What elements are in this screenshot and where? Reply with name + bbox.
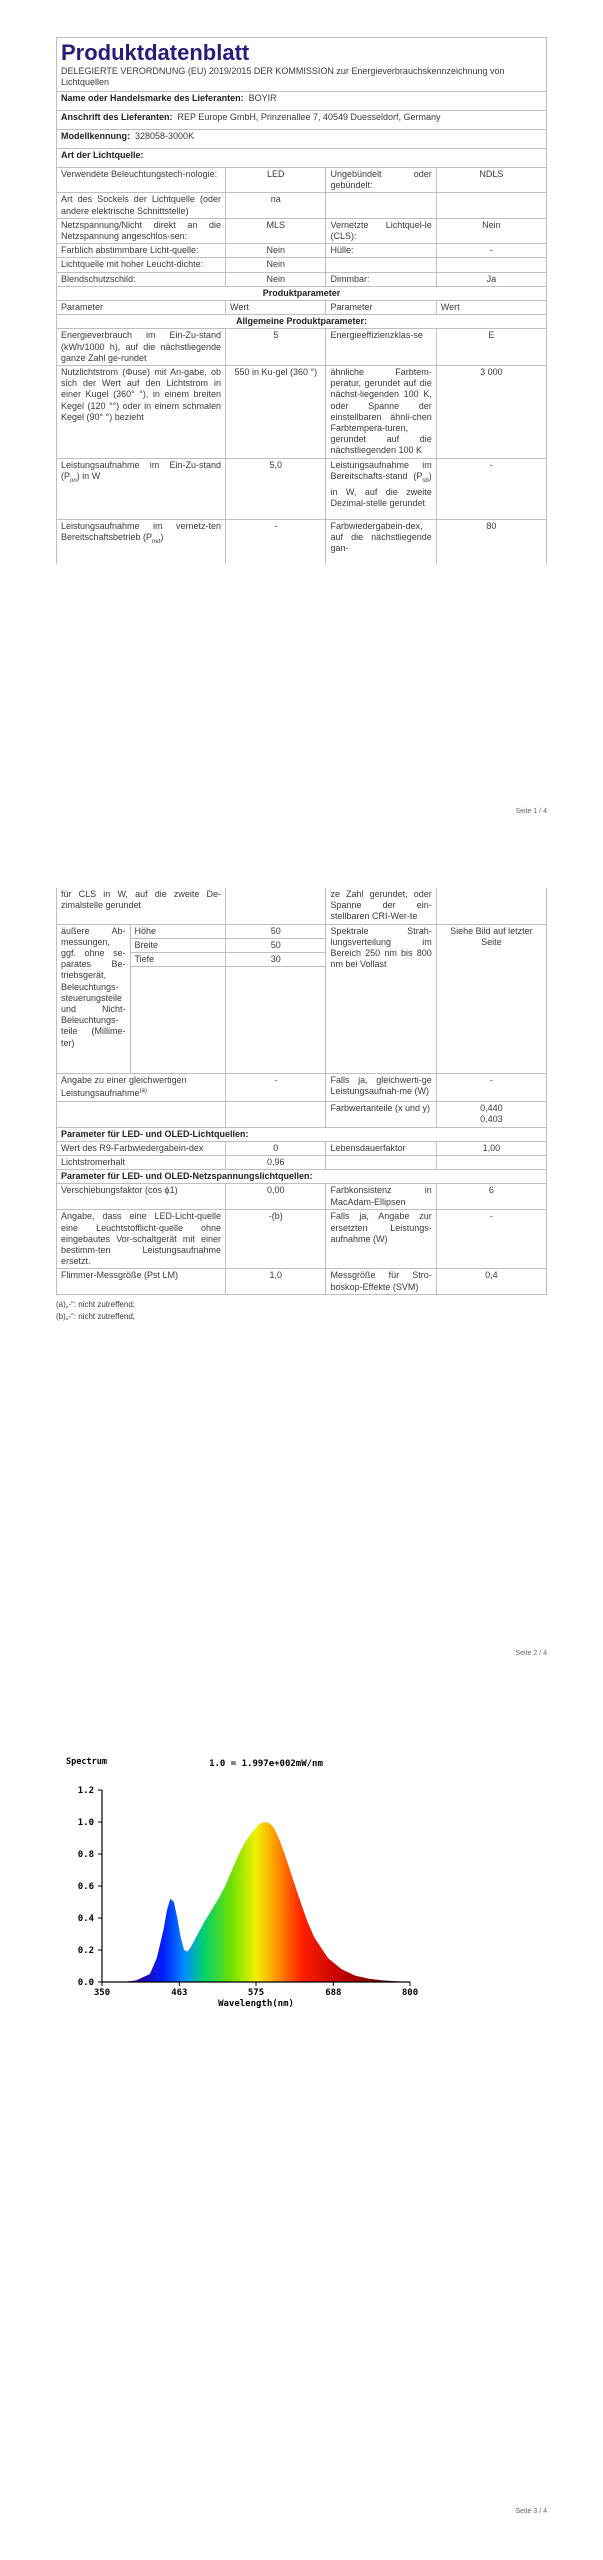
row-label: Energieverbrauch im Ein-Zu-stand (kWh/1000 h), auf die nächstliegende ganze Zahl ge-rundet <box>57 329 226 366</box>
table-row <box>57 1269 547 1294</box>
row-value: 0,96 <box>226 1156 326 1170</box>
dim-name: Breite <box>130 938 226 952</box>
row-label: Farbkonsistenz in MacAdam-Ellipsen <box>326 1184 436 1210</box>
column-header-parameter: Parameter <box>326 301 436 315</box>
row-value: Nein <box>226 272 326 286</box>
led-parameters-header: Parameter für LED- und OLED-Lichtquellen: <box>57 1127 547 1141</box>
row-label: Farblich abstimmbare Licht-quelle: <box>57 244 226 258</box>
table-row <box>57 1184 547 1210</box>
row-label: Falls ja, Angabe zur ersetzten Leistungs-aufnahme (W) <box>326 1210 436 1269</box>
y-tick-label: 0.8 <box>77 1850 94 1860</box>
row-value: E <box>436 329 546 366</box>
row-value <box>436 193 546 218</box>
row-value: 0 <box>226 1141 326 1155</box>
row-label: Falls ja, gleichwerti-ge Leistungsaufnah-me (W) <box>326 1074 436 1101</box>
row-value: 80 <box>436 519 546 564</box>
row-value: 6 <box>436 1184 546 1210</box>
row-value: - <box>436 1074 546 1101</box>
row-label: Wert des R9-Farbwiedergabein-dex <box>57 1141 226 1155</box>
y-tick-label: 0.2 <box>77 1946 94 1956</box>
row-value: 1,00 <box>436 1141 546 1155</box>
footnote-b: (b)„-“: nicht zutreffend; <box>56 1311 135 1321</box>
page-2 <box>0 880 603 1685</box>
row-label: Vernetzte Lichtquel-le (CLS): <box>326 218 436 243</box>
x-tick-label: 350 <box>93 1988 111 1998</box>
row-label: Lichtquelle mit hoher Leucht-dichte: <box>57 258 226 272</box>
page-number: Seite 2 / 4 <box>515 1650 547 1657</box>
table-row <box>57 888 547 924</box>
row-label: Netzspannung/Nicht direkt an die Netzspannung angeschlos-sen: <box>57 218 226 243</box>
table-row <box>57 329 547 366</box>
y-tick-label: 1.2 <box>77 1786 94 1796</box>
row-value: -(b) <box>226 1210 326 1269</box>
column-header-parameter: Parameter <box>57 301 226 315</box>
general-parameters-header: Allgemeine Produktparameter: <box>57 315 547 329</box>
column-header-value: Wert <box>226 301 326 315</box>
supplier-label: Name oder Handelsmarke des Lieferanten: <box>61 93 244 103</box>
row-label: Ungebündelt oder gebündelt: <box>326 168 436 193</box>
table-row <box>57 244 547 258</box>
table-row <box>57 1101 547 1127</box>
continuation-table <box>56 888 547 925</box>
table-row <box>57 458 547 519</box>
row-label: Farbwiedergabein-dex, auf die nächstliegende gan- <box>326 519 436 564</box>
spectrum-chart <box>58 1752 448 2017</box>
model-value: 328058-3000K <box>135 131 195 141</box>
table-row <box>57 272 547 286</box>
row-value: - <box>436 244 546 258</box>
dimensions-label: äußere Ab-messungen, ggf. ohne se-parates Be-triebsgerät, Beleuchtungs-steuerungsteile und Nicht-Beleuchtungs-teile (Millime-ter) <box>57 924 131 1074</box>
row-label: Lebensdauerfaktor <box>326 1141 436 1155</box>
address-value: REP Europe GmbH, Prinzenallee 7, 40549 Duesseldorf, Germany <box>177 112 441 122</box>
mains-parameters-header: Parameter für LED- und OLED-Netzspannungslichtquellen: <box>57 1170 547 1184</box>
row-label: Leistungsaufnahme im Ein-Zu-stand $(P_{on})$ in W <box>57 458 226 519</box>
table-row <box>57 258 547 272</box>
row-value: 0,4 <box>436 1269 546 1294</box>
row-value: - <box>436 1210 546 1269</box>
row-value: NDLS <box>436 168 546 193</box>
page-number: Seite 1 / 4 <box>515 808 547 815</box>
footnotes <box>56 1299 547 1323</box>
datasheet-page-2 <box>56 888 547 1323</box>
row-label: Art des Sockels der Lichtquelle (oder andere elektrische Schnittstelle) <box>57 193 226 218</box>
row-value: Ja <box>436 272 546 286</box>
y-tick-label: 1.0 <box>77 1818 94 1828</box>
row-label: Angabe zu einer gleichwertigen Leistungsaufnahme$^{(a)}$ <box>57 1074 226 1101</box>
page-1 <box>0 0 603 815</box>
table-row <box>57 519 547 564</box>
address-label: Anschrift des Lieferanten: <box>61 112 173 122</box>
table-row <box>57 1074 547 1101</box>
row-value: - <box>226 1074 326 1101</box>
dim-name: Höhe <box>130 924 226 938</box>
dimensions-table <box>56 924 547 1075</box>
dim-value: 50 <box>226 924 326 938</box>
product-parameters-header: Produktparameter <box>57 286 547 300</box>
supplier-value: BOYIR <box>248 93 277 103</box>
light-source-type-header: Art der Lichtquelle: <box>57 149 547 168</box>
footnote-a: (a)„-“: nicht zutreffend; <box>56 1299 135 1309</box>
x-axis-label: Wavelength(nm) <box>218 1999 294 2009</box>
dim-value: 30 <box>226 953 326 967</box>
row-label: Leistungsaufnahme im Bereitschafts-stand $(P_{sb})$ in W, auf die zweite Dezimal-stelle gerundet <box>326 458 436 519</box>
row-label: ähnliche Farbtem-peratur, gerundet auf die nächst-liegenden 100 K, oder Spanne der einstellbaren ähnli-chen Farbtempera-turen, gerundet auf die nächstliegenden 100 K <box>326 366 436 459</box>
row-label: Flimmer-Messgröße (Pst LM) <box>57 1269 226 1294</box>
page-number: Seite 3 / 4 <box>515 2508 547 2515</box>
table-row <box>57 218 547 243</box>
x-tick-label: 800 <box>401 1988 419 1998</box>
row-value: MLS <box>226 218 326 243</box>
row-value: - <box>436 458 546 519</box>
row-label: Dimmbar: <box>326 272 436 286</box>
row-value: 1,0 <box>226 1269 326 1294</box>
x-tick-label: 688 <box>325 1988 342 1998</box>
page-title: Produktdatenblatt <box>61 40 250 65</box>
y-tick-label: 0.6 <box>77 1882 94 1892</box>
chart-title: 1.0 = 1.997e+002mW/nm <box>209 1759 323 1769</box>
regulation-subtitle: DELEGIERTE VERORDNUNG (EU) 2019/2015 DER KOMMISSION zur Energieverbrauchskennzeichnung von Lichtquellen <box>61 66 505 87</box>
row-value: Nein <box>226 258 326 272</box>
row-label: Nutzlichtstrom (Φuse) mit An-gabe, ob sich der Wert auf den Lichtstrom in einer Kugel (360° °), in einem breiten Kegel (120 °°) oder in einem schmalen Kegel (90° °) bezieht <box>57 366 226 459</box>
row-value: 0,00 <box>226 1184 326 1210</box>
row-value: na <box>226 193 326 218</box>
row-value: 550 in Ku-gel (360 °) <box>226 366 326 459</box>
y-tick-label: 0.4 <box>77 1914 94 1924</box>
row-value: Nein <box>436 218 546 243</box>
x-tick-label: 575 <box>247 1988 265 1998</box>
row-label: Verschiebungsfaktor (cos ϕ1) <box>57 1184 226 1210</box>
row-label: Energieeffizienzklas-se <box>326 329 436 366</box>
table-row <box>57 1210 547 1269</box>
column-header-value: Wert <box>436 301 546 315</box>
row-label: Leistungsaufnahme im vernetz-ten Bereitschaftsbetrieb $(P_{net})$ <box>57 519 226 564</box>
row-label <box>326 193 436 218</box>
table-row <box>57 924 547 938</box>
row-value: - <box>226 519 326 564</box>
dim-value: 50 <box>226 938 326 952</box>
row-value: 5,0 <box>226 458 326 519</box>
dim-name: Tiefe <box>130 953 226 967</box>
row-label: Farbwertanteile (x und y) <box>326 1101 436 1127</box>
row-label: Angabe, dass eine LED-Licht-quelle eine Leuchtstofflicht-quelle ohne eingebautes Vor-schaltgerät mit einer bestimm-ten Leistungsaufnahme ersetzt. <box>57 1210 226 1269</box>
row-label: Blendschutzschild: <box>57 272 226 286</box>
y-tick-label: 0.0 <box>77 1978 94 1988</box>
params-table-2 <box>56 1073 547 1295</box>
row-value: Nein <box>226 244 326 258</box>
spectrum-area <box>102 1822 410 1982</box>
row-value: 3 000 <box>436 366 546 459</box>
y-axis-label: Spectrum <box>66 1757 107 1767</box>
header-table <box>56 37 547 168</box>
datasheet-page-1 <box>56 37 547 564</box>
spectral-value: Siehe Bild auf letzter Seite <box>436 924 546 1074</box>
table-row <box>57 1141 547 1155</box>
x-tick-label: 463 <box>171 1988 188 1998</box>
spectral-label: Spektrale Strah-lungsverteilung im Bereich 250 nm bis 800 nm bei Vollast <box>326 924 436 1074</box>
row-label: Hülle: <box>326 244 436 258</box>
row-value: 5 <box>226 329 326 366</box>
type-table <box>56 167 547 564</box>
table-row <box>57 1156 547 1170</box>
table-row <box>57 366 547 459</box>
row-label: Verwendete Beleuchtungstech-nologie: <box>57 168 226 193</box>
row-value: 0,440 0,403 <box>436 1101 546 1127</box>
table-row <box>57 168 547 193</box>
row-label: für CLS in W, auf die zweite De-zimalstelle gerundet <box>57 888 226 924</box>
row-label: Lichtstromerhalt <box>57 1156 226 1170</box>
row-label: Messgröße für Stro-boskop-Effekte (SVM) <box>326 1269 436 1294</box>
table-row <box>57 193 547 218</box>
spectrum-svg <box>58 1752 448 2017</box>
row-value <box>436 258 546 272</box>
row-value: LED <box>226 168 326 193</box>
model-label: Modellkennung: <box>61 131 130 141</box>
row-label <box>326 258 436 272</box>
row-label: ze Zahl gerundet, oder Spanne der ein-stellbaren CRI-Wer-te <box>326 888 436 924</box>
